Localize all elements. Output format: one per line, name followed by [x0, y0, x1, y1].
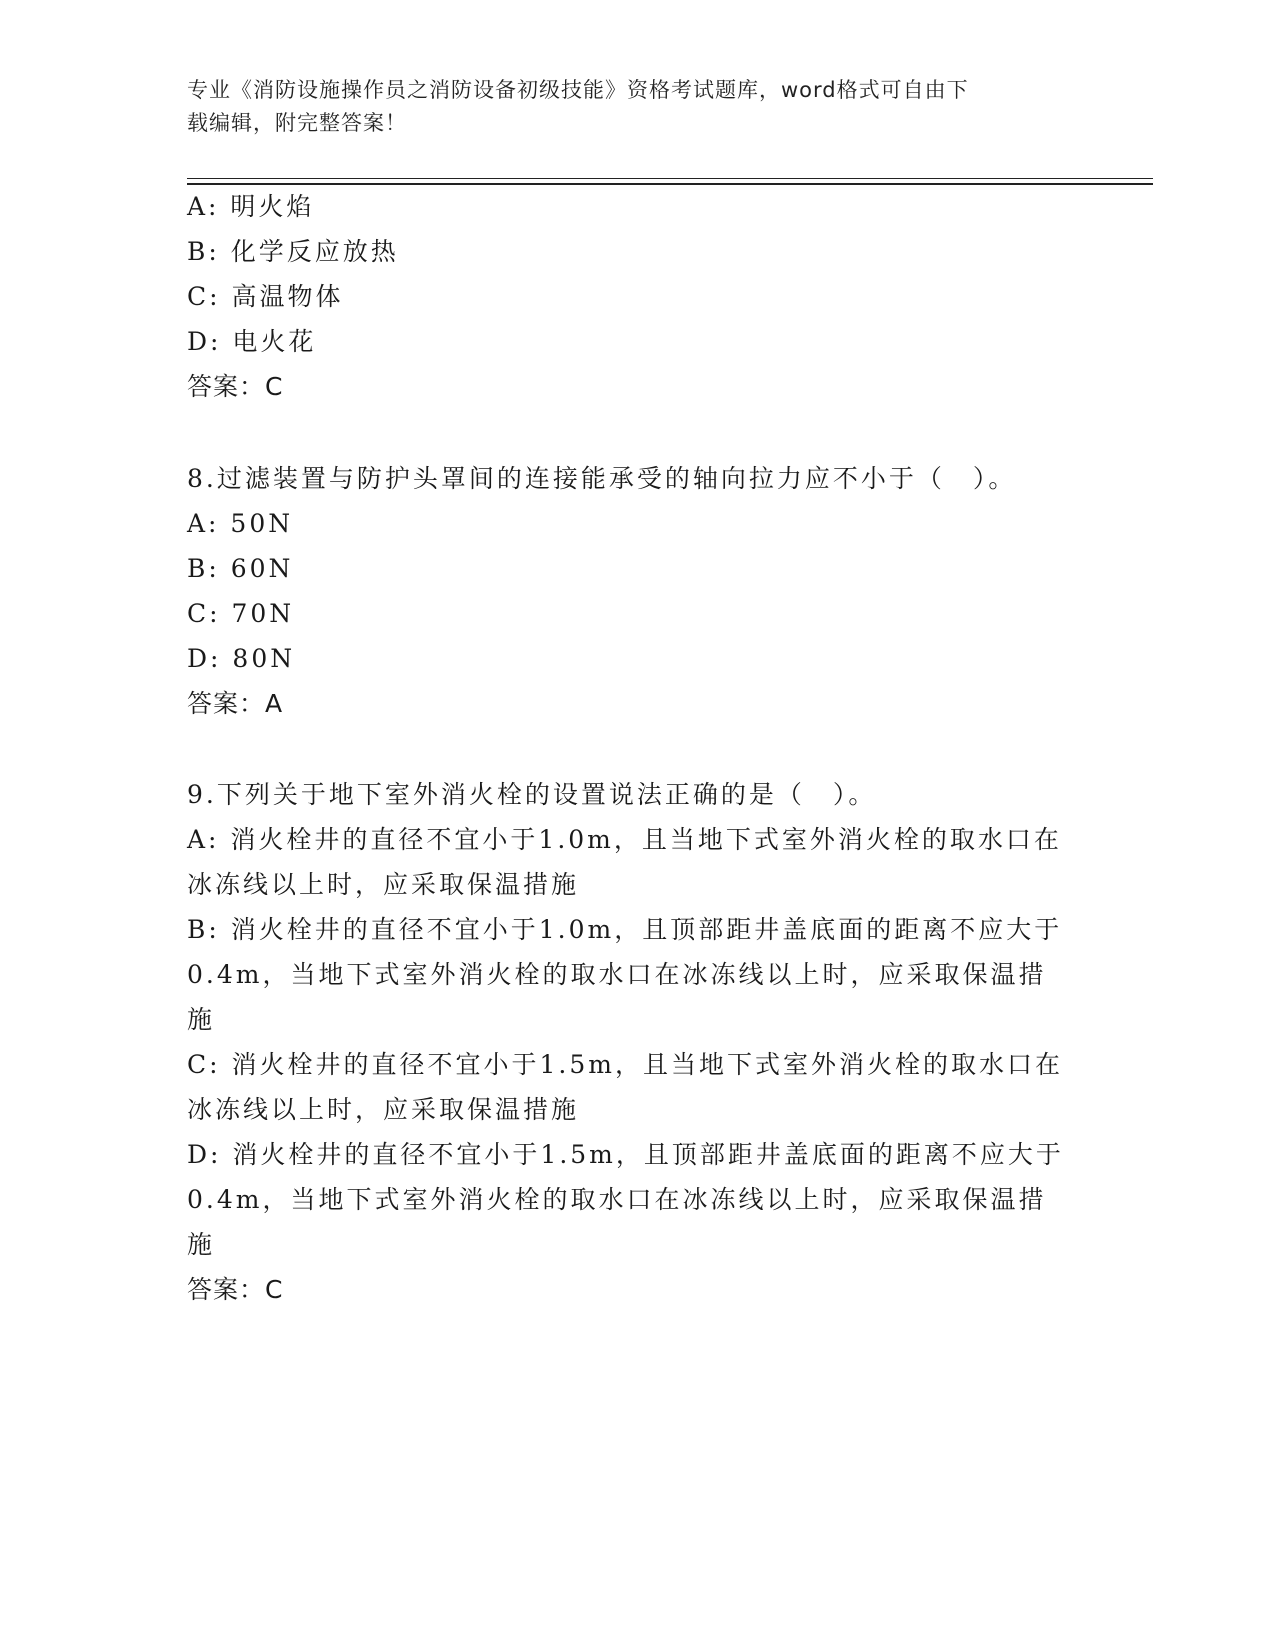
q9-stem: 9.下列关于地下室外消火栓的设置说法正确的是（ ）。 — [187, 780, 877, 809]
document-header — [187, 74, 1087, 140]
q7-answer: 答案：C — [187, 372, 284, 401]
q8-stem: 8.过滤装置与防护头罩间的连接能承受的轴向拉力应不小于（ ）。 — [187, 464, 1017, 493]
q9-option-a-line-2: 冰冻线以上时，应采取保温措施 — [187, 870, 580, 899]
q7-option-c: C: 高温物体 — [187, 282, 344, 311]
q7-option-b: B: 化学反应放热 — [187, 237, 399, 266]
header-line-2: 载编辑，附完整答案！ — [187, 111, 407, 135]
q9-option-b-line-3: 施 — [187, 1005, 216, 1034]
q7-option-d: D: 电火花 — [187, 327, 317, 356]
q9-option-c-line-1: C: 消火栓井的直径不宜小于1.5m，且当地下式室外消火栓的取水口在 — [187, 1050, 1063, 1079]
q9-option-a-line-1: A: 消火栓井的直径不宜小于1.0m，且当地下式室外消火栓的取水口在 — [187, 825, 1062, 854]
q9-option-b-line-1: B: 消火栓井的直径不宜小于1.0m，且顶部距井盖底面的距离不应大于 — [187, 915, 1063, 944]
q9-option-c-line-2: 冰冻线以上时，应采取保温措施 — [187, 1095, 580, 1124]
header-line-1: 专业《消防设施操作员之消防设备初级技能》资格考试题库，word格式可自由下 — [187, 78, 969, 102]
q8-option-c: C: 70N — [187, 599, 295, 628]
header-divider-thick — [187, 183, 1153, 185]
q9-option-b-line-2: 0.4m，当地下式室外消火栓的取水口在冰冻线以上时，应采取保温措 — [187, 960, 1047, 989]
q9-option-d-line-1: D: 消火栓井的直径不宜小于1.5m，且顶部距井盖底面的距离不应大于 — [187, 1140, 1064, 1169]
header-divider-thin — [187, 178, 1153, 179]
q8-option-b: B: 60N — [187, 554, 294, 583]
q7-option-a: A: 明火焰 — [187, 192, 315, 221]
q9-option-d-line-2: 0.4m，当地下式室外消火栓的取水口在冰冻线以上时，应采取保温措 — [187, 1185, 1047, 1214]
q8-option-d: D: 80N — [187, 644, 296, 673]
q9-answer: 答案：C — [187, 1275, 284, 1304]
q8-option-a: A: 50N — [187, 509, 294, 538]
q9-option-d-line-3: 施 — [187, 1230, 216, 1259]
q8-answer: 答案：A — [187, 689, 284, 718]
